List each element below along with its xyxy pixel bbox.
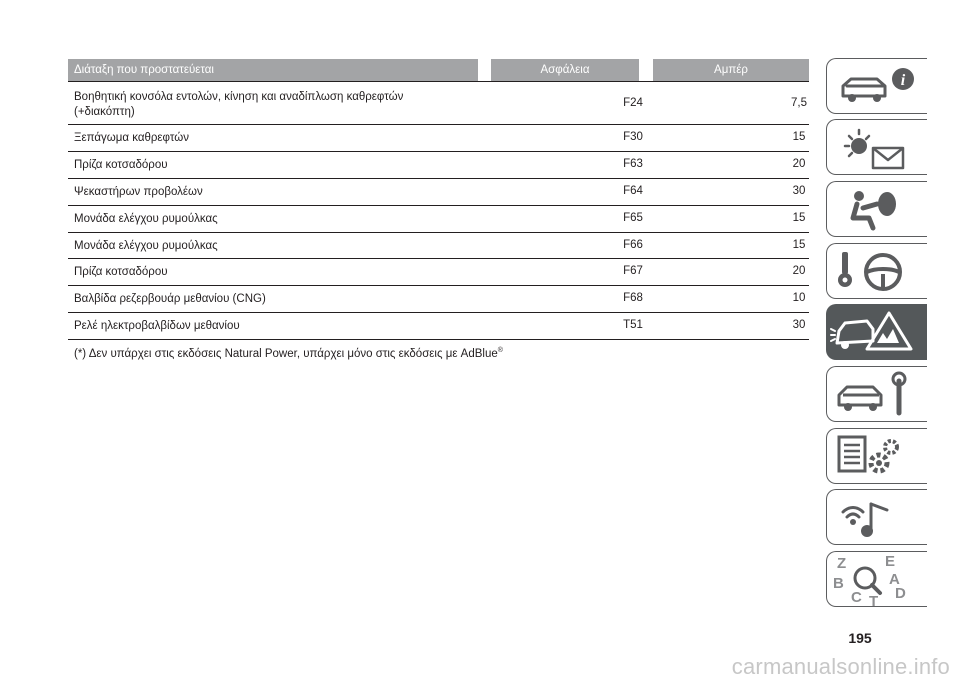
table-divider	[68, 285, 809, 286]
car-info-icon	[827, 59, 928, 115]
svg-text:i: i	[900, 72, 906, 89]
index-letter: T	[869, 593, 879, 608]
index-letter: B	[833, 575, 844, 592]
watermark: carmanualsonline.info	[731, 654, 950, 679]
key-steering-wheel-icon	[827, 244, 928, 300]
tab-multimedia[interactable]	[826, 489, 927, 545]
table-divider	[68, 205, 809, 206]
row-description: Πρίζα κοτσαδόρου	[74, 159, 168, 171]
index-letter: A	[889, 571, 900, 588]
index-letter: Z	[837, 555, 847, 572]
row-ampere: 30	[792, 319, 806, 331]
row-ampere: 30	[792, 185, 806, 197]
column-header-ampere: Αμπέρ	[653, 59, 809, 81]
row-description: Μονάδα ελέγχου ρυμούλκας	[74, 213, 218, 225]
row-fuse: F64	[623, 185, 643, 197]
car-emergency-warning-icon	[827, 305, 928, 361]
row-ampere: 10	[792, 292, 806, 304]
column-header-device: Διάταξη που προστατεύεται	[68, 59, 478, 81]
car-maintenance-icon	[827, 367, 928, 423]
warning-lights-message-icon	[827, 120, 928, 176]
row-description: Ρελέ ηλεκτροβαλβίδων μεθανίου	[74, 320, 240, 332]
row-fuse: F24	[623, 97, 643, 109]
table-divider	[68, 81, 809, 82]
table-divider	[68, 258, 809, 259]
tab-technical-data[interactable]	[826, 428, 927, 484]
table-divider	[68, 339, 809, 340]
page-number: 195	[848, 630, 872, 646]
index-letter: E	[885, 553, 896, 570]
row-description: Μονάδα ελέγχου ρυμούλκας	[74, 240, 218, 252]
technical-data-icon	[827, 429, 928, 485]
row-ampere: 15	[792, 212, 806, 224]
row-description: Πρίζα κοτσαδόρου	[74, 266, 168, 278]
alphabetical-index-icon	[827, 552, 928, 608]
row-fuse: F67	[623, 265, 643, 277]
table-divider	[68, 178, 809, 179]
tab-safety[interactable]	[826, 181, 927, 237]
row-description: Ξεπάγωμα καθρεφτών	[74, 132, 189, 144]
tab-car-info[interactable]	[826, 58, 927, 114]
tab-emergency[interactable]	[826, 304, 927, 360]
tab-warning-lights[interactable]	[826, 119, 927, 175]
row-ampere: 20	[792, 158, 806, 170]
index-letter: D	[895, 585, 906, 602]
row-description-line: (+διακόπτη)	[74, 106, 135, 118]
tab-starting-driving[interactable]	[826, 243, 927, 299]
column-header-fuse: Ασφάλεια	[491, 59, 639, 81]
tab-alphabetical-index[interactable]	[826, 551, 927, 607]
row-description-line: Βοηθητική κονσόλα εντολών, κίνηση και αναδίπλωση καθρεφτών	[74, 91, 404, 103]
row-fuse: F63	[623, 158, 643, 170]
seat-airbag-icon	[827, 182, 928, 238]
table-divider	[68, 124, 809, 125]
tab-maintenance[interactable]	[826, 366, 927, 422]
row-fuse: F68	[623, 292, 643, 304]
row-ampere: 15	[792, 131, 806, 143]
index-letter: C	[851, 589, 862, 606]
footnote-text: (*) Δεν υπάρχει στις εκδόσεις Natural Power, υπάρχει μόνο στις εκδόσεις με AdBlue	[74, 347, 498, 360]
row-fuse: T51	[623, 319, 643, 331]
registered-mark: ®	[497, 347, 503, 354]
footnote	[74, 347, 503, 360]
row-fuse: F65	[623, 212, 643, 224]
row-description: Βαλβίδα ρεζερβουάρ μεθανίου (CNG)	[74, 293, 266, 305]
row-ampere: 15	[792, 239, 806, 251]
table-divider	[68, 312, 809, 313]
row-fuse: F66	[623, 239, 643, 251]
multimedia-icon	[827, 490, 928, 546]
table-divider	[68, 232, 809, 233]
row-ampere: 7,5	[791, 97, 807, 109]
row-ampere: 20	[792, 265, 806, 277]
row-description: Ψεκαστήρων προβολέων	[74, 186, 203, 198]
table-divider	[68, 151, 809, 152]
row-fuse: F30	[623, 131, 643, 143]
